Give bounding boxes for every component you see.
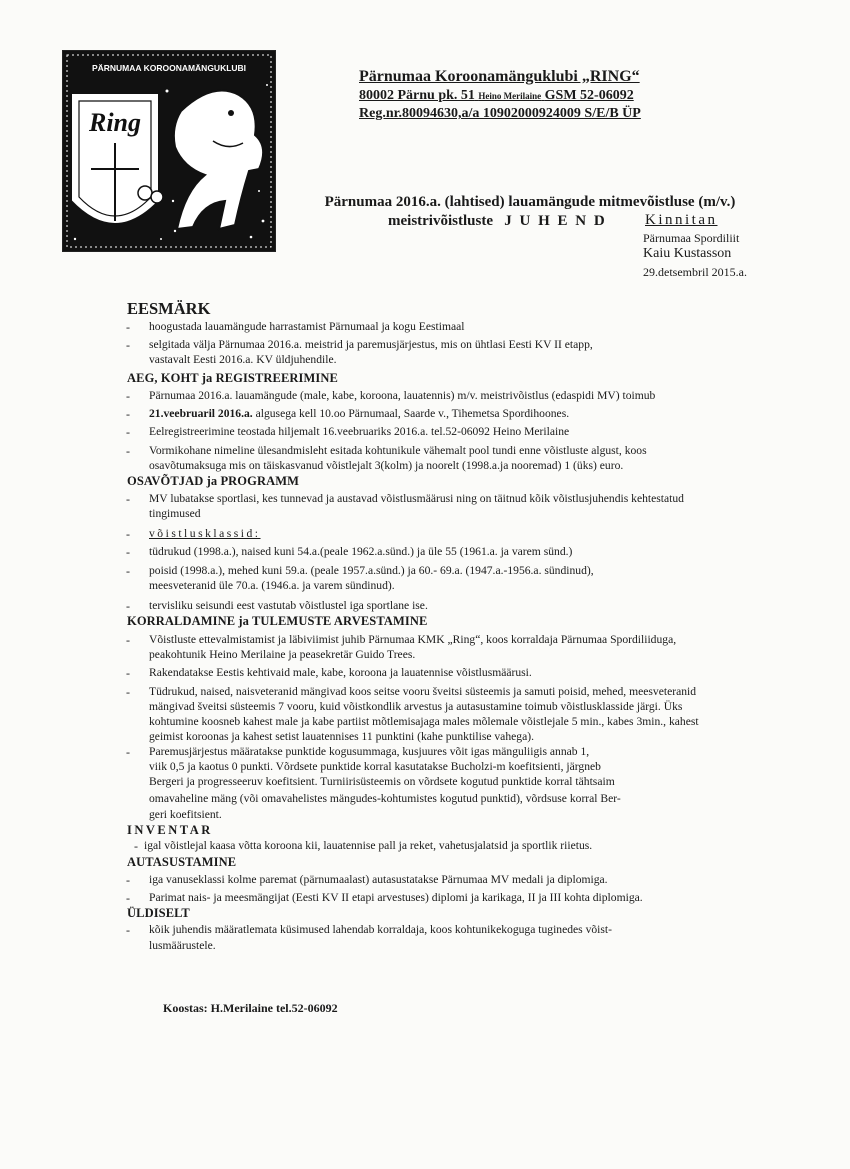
bullet: - <box>126 599 130 613</box>
bullet: - <box>126 545 130 559</box>
list-item-continued: geimist koroonas ja kahest setist lauatennises 11 punktini (kahe punktilise vahega). <box>149 730 534 743</box>
bullet: - <box>126 891 130 905</box>
document-author: Koostas: H.Merilaine tel.52-06092 <box>163 1001 338 1015</box>
list-item-continued: tingimused <box>149 507 201 520</box>
section-heading-osavotjad: OSAVÕTJAD ja PROGRAMM <box>127 474 300 488</box>
approval-label: Kinnitan <box>645 212 718 228</box>
bullet: - <box>126 338 130 352</box>
list-item-continued: osavõtumaksuga mis on täiskasvanud võistlejalt 3(kolm) ja noorelt (1998.a.ja nooremad) 1 (üks) euro. <box>149 459 624 472</box>
list-item: Rakendatakse Eestis kehtivaid male, kabe, koroona ja lauatennise võistlusmäärusi. <box>149 666 532 679</box>
bullet: - <box>126 492 130 506</box>
list-item-continued: Bergeri ja progresseeruv koefitsient. Turniirisüsteemis on võrdsete kogutud punktide korral tähtsaim <box>149 775 615 788</box>
club-address <box>359 88 634 104</box>
approval-name: Kaiu Kustasson <box>643 246 732 261</box>
section-heading-korraldamine: KORRALDAMINE ja TULEMUSTE ARVESTAMINE <box>127 614 428 628</box>
logo-text: PÄRNUMAA KOROONAMÄNGUKLUBI <box>91 63 247 73</box>
competition-classes-label: võistlusklassid: <box>149 527 261 540</box>
bullet: - <box>126 527 130 541</box>
event-date: 21.veebruaril 2016.a. <box>149 407 253 420</box>
bullet: - <box>126 320 130 334</box>
approval-date: 29.detsembril 2015.a. <box>643 265 747 279</box>
list-item: Eelregistreerimine teostada hiljemalt 16.veebruariks 2016.a. tel.52-06092 Heino Merilaine <box>149 425 570 438</box>
address-person: Heino Merilaine <box>478 91 542 101</box>
list-item: iga vanuseklassi kolme paremat (pärnumaalast) autasustatakse Pärnumaa MV medali ja diplomiga. <box>149 873 608 886</box>
list-item-continued: mängivad šveitsi süsteemis 7 vooru, kuid võistkondlik arvestus ja autasustamine toimub võistlusklasside järgi. Üks <box>149 700 683 713</box>
bullet: - <box>126 425 130 439</box>
bullet: - <box>126 633 130 647</box>
section-heading-uldiselt: ÜLDISELT <box>127 906 190 920</box>
approval-org: Pärnumaa Spordiliit <box>643 231 740 245</box>
bullet: - <box>134 839 138 853</box>
list-item-continued: kohtumine koosneb kahest male ja kabe partiist mõtlemisajaga males mõlemale võistlejale 5 min., kabes 3min., kahest <box>149 715 699 728</box>
club-registration: Reg.nr.80094630,a/a 10902000924009 S/E/B ÜP <box>359 106 641 121</box>
bullet: - <box>126 389 130 403</box>
event-details: algusega kell 10.oo Pärnumaal, Saarde v., Tihemetsa Spordihoones. <box>255 407 570 420</box>
bullet: - <box>126 407 130 421</box>
list-item: poisid (1998.a.), mehed kuni 59.a. (peale 1957.a.sünd.) ja 60.- 69.a. (1947.a.-1956.a. sündinud), <box>149 564 594 577</box>
list-item-continued: meesveteranid üle 70.a. (1946.a. ja varem sündinud). <box>149 579 395 592</box>
address-postal: 80002 Pärnu pk. 51 <box>359 88 475 103</box>
section-heading-eesmark: EESMÄRK <box>127 299 211 318</box>
bullet: - <box>126 564 130 578</box>
list-item: Parimat nais- ja meesmängijat (Eesti KV II etapi arvestuses) diplomi ja karikaga, II ja III kohta diplomiga. <box>149 891 643 904</box>
list-item: hoogustada lauamängude harrastamist Pärnumaal ja kogu Eestimaal <box>149 320 465 333</box>
club-emblem-icon <box>63 51 275 251</box>
title-line-1: Pärnumaa 2016.a. (lahtised) lauamängude mitmevõistluse (m/v.) <box>324 194 736 210</box>
section-heading-aeg: AEG, KOHT ja REGISTREERIMINE <box>127 371 338 385</box>
list-item-continued: peakohtunik Heino Merilaine ja peasekretär Guido Trees. <box>149 648 416 661</box>
list-item: tervisliku seisundi eest vastutab võistlustel iga sportlane ise. <box>149 599 428 612</box>
bullet: - <box>126 873 130 887</box>
bullet: - <box>126 685 130 699</box>
list-item: kõik juhendis määratlemata küsimused lahendab korraldaja, koos kohtunikekoguga tuginedes võist- <box>149 923 612 936</box>
club-logo <box>62 50 276 252</box>
list-item-continued: geri koefitsient. <box>149 808 222 821</box>
list-item-continued: vastavalt Eesti 2016.a. KV üldjuhendile. <box>149 353 337 366</box>
list-item: selgitada välja Pärnumaa 2016.a. meistrid ja paremusjärjestus, mis on ühtlasi Eesti KV II etapp, <box>149 338 593 351</box>
list-item: Pärnumaa 2016.a. lauamängude (male, kabe, koroona, lauatennis) m/v. meistrivõistlus (edaspidi MV) toimub <box>149 389 656 402</box>
title-line-2b: J U H E N D <box>504 213 607 229</box>
title-line-2a: meistrivõistluste <box>388 213 493 229</box>
list-item: Võistluste ettevalmistamist ja läbiviimist juhib Pärnumaa KMK „Ring“, koos korraldaja Pärnumaa Spordiliiduga, <box>149 633 677 646</box>
bullet: - <box>126 666 130 680</box>
logo-script: Ring <box>88 108 142 137</box>
bullet: - <box>126 745 130 759</box>
list-item-continued: omavaheline mäng (või omavahelistes mängudes-kohtumistes kogutud punktid), võrdsuse korral Ber- <box>149 792 621 805</box>
club-name: Pärnumaa Koroonamänguklubi „RING“ <box>359 68 640 85</box>
section-heading-autasustamine: AUTASUSTAMINE <box>127 855 237 869</box>
bullet: - <box>126 923 130 937</box>
list-item <box>149 407 809 421</box>
list-item: Vormikohane nimeline ülesandmisleht esitada kohtunikule vähemalt pool tundi enne võistluste algust, koos <box>149 444 647 457</box>
list-item: Paremusjärjestus määratakse punktide kogusummaga, kusjuures võit igas mänguliigis annab 1, <box>149 745 590 758</box>
bullet: - <box>126 444 130 458</box>
address-phone: GSM 52-06092 <box>544 88 634 103</box>
section-heading-inventar: INVENTAR <box>127 823 213 837</box>
list-item-continued: viik 0,5 ja kaotus 0 punkti. Võrdsete punktide korral kasutatakse Bucholzi-m koefitsienti, järgneb <box>149 760 601 773</box>
list-item-continued: lusmäärustele. <box>149 939 216 952</box>
list-item: igal võistlejal kaasa võtta koroona kii, lauatennise pall ja reket, vahetusjalatsid ja sportlik riietus. <box>144 839 593 852</box>
list-item: Tüdrukud, naised, naisveteranid mängivad koos seitse vooru šveitsi süsteemis ja samuti poisid, mehed, meesveteranid <box>149 685 697 698</box>
list-item: MV lubatakse sportlasi, kes tunnevad ja austavad võistlusmäärusi ning on täitnud kõik võistlusjuhendis kehtestatud <box>149 492 684 505</box>
list-item: tüdrukud (1998.a.), naised kuni 54.a.(peale 1962.a.sünd.) ja üle 55 (1961.a. ja varem sünd.) <box>149 545 573 558</box>
